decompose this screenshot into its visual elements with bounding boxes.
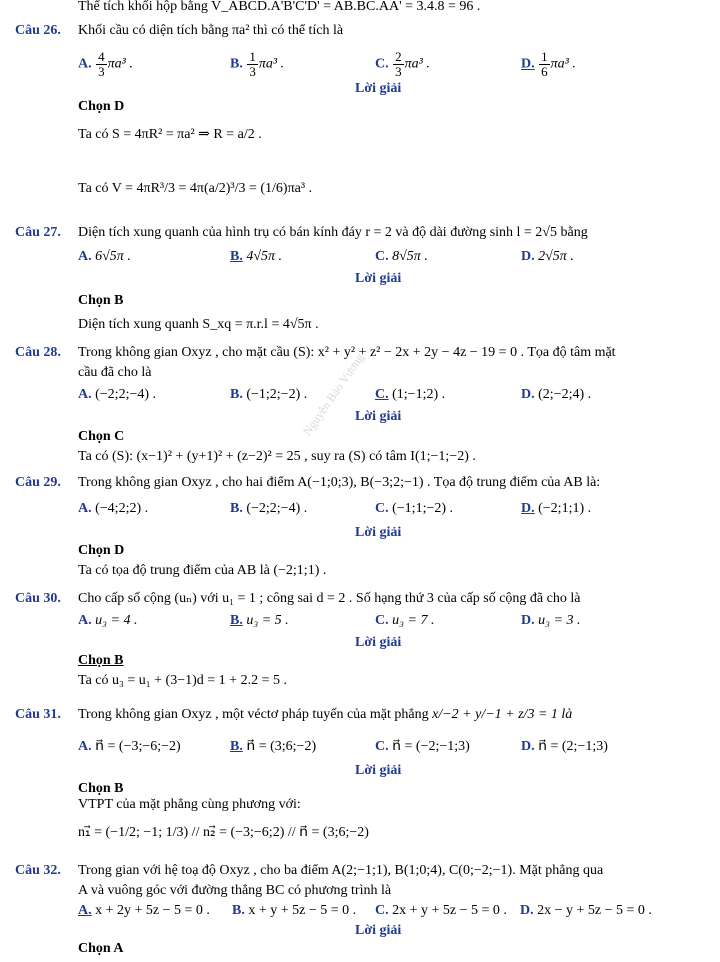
question-number: Câu 31.: [15, 707, 61, 722]
answer-label: Chọn D: [78, 543, 125, 558]
question-text: Trong gian với hệ toạ độ Oxyz , cho ba điểm A(2;−1;1), B(1;0;4), C(0;−2;−1). Mặt phẳng qua: [78, 863, 604, 878]
option-d: D. $\frac{1}{6}$ πa³ .: [521, 49, 576, 79]
option-b: B. (−2;2;−4) .: [230, 501, 308, 516]
option-c: C. n⃗ = (−2;−1;3): [375, 739, 470, 754]
option-a: A. $\frac{4}{3}$ πa³ .: [78, 49, 133, 79]
question-number: Câu 27.: [15, 225, 61, 240]
option-d: D. (−2;1;1) .: [521, 501, 592, 516]
option-b: B. (−1;2;−2) .: [230, 387, 308, 402]
question-text: Trong không gian Oxyz , cho hai điểm A(−1;0;3), B(−3;2;−1) . Tọa độ trung điểm của AB là:: [78, 475, 601, 490]
option-a: A. u₃ = 4 .: [78, 613, 138, 628]
question-number: Câu 32.: [15, 863, 61, 878]
solution-heading: Lời giải: [355, 271, 402, 286]
option-a: A. 6√5π .: [78, 249, 131, 264]
question-text: Khối cầu có diện tích bằng πa² thì có thể tích là: [78, 23, 344, 38]
option-c: C. 8√5π .: [375, 249, 428, 264]
question-number: Câu 28.: [15, 345, 61, 360]
option-d: D. 2x − y + 5z − 5 = 0 .: [520, 903, 652, 918]
question-text: Diện tích xung quanh của hình trụ có bán kính đáy r = 2 và độ dài đường sinh l = 2√5 bằng: [78, 225, 588, 240]
option-b: B. $\frac{1}{3}$ πa³ .: [230, 49, 285, 79]
solution-line: Ta có tọa độ trung điểm của AB là (−2;1;1) .: [78, 563, 327, 578]
solution-line: Ta có S = 4πR² = πa² ⇒ R = a/2 .: [78, 127, 262, 142]
solution-heading: Lời giải: [355, 525, 402, 540]
solution-heading: Lời giải: [355, 409, 402, 424]
solution-line: Ta có u₃ = u₁ + (3−1)d = 1 + 2.2 = 5 .: [78, 673, 287, 688]
option-b: B. 4√5π .: [230, 249, 283, 264]
answer-label: Chọn C: [78, 429, 125, 444]
option-b: B. x + y + 5z − 5 = 0 .: [232, 903, 357, 918]
option-a: A. n⃗ = (−3;−6;−2): [78, 739, 181, 754]
option-c: C. (1;−1;2) .: [375, 387, 446, 402]
question-number: Câu 30.: [15, 591, 61, 606]
solution-line: VTPT của mặt phẳng cùng phương với:: [78, 797, 301, 812]
solution-line: Ta có (S): (x−1)² + (y+1)² + (z−2)² = 25 , suy ra (S) có tâm I(1;−1;−2) .: [78, 449, 476, 464]
solution-line: n₁⃗ = (−1/2; −1; 1/3) // n₂⃗ = (−3;−6;2) // n⃗ = (3;6;−2): [78, 825, 369, 840]
solution-heading: Lời giải: [355, 635, 402, 650]
option-d: D. (2;−2;4) .: [521, 387, 592, 402]
option-d: D. 2√5π .: [521, 249, 574, 264]
solution-line: Ta có V = 4πR³/3 = 4π(a/2)³/3 = (1/6)πa³ .: [78, 181, 313, 196]
answer-label: Chọn B: [78, 653, 124, 668]
question-text: Cho cấp số cộng (uₙ) với u₁ = 1 ; công sai d = 2 . Số hạng thứ 3 của cấp số cộng đã cho là: [78, 591, 581, 606]
top-line: Thể tích khối hộp bằng V_ABCD.A'B'C'D' = AB.BC.AA' = 3.4.8 = 96 .: [78, 0, 481, 14]
question-text: Trong không gian Oxyz , một véctơ pháp tuyến của mặt phẳng x/−2 + y/−1 + z/3 = 1 là: [78, 707, 573, 722]
question-text-cont: A và vuông góc với đường thẳng BC có phương trình là: [78, 883, 392, 898]
question-text-cont: cầu đã cho là: [78, 365, 152, 380]
question-text: Trong không gian Oxyz , cho mặt cầu (S): x² + y² + z² − 2x + 2y − 4z − 19 = 0 . Tọa độ tâm mặt: [78, 345, 616, 360]
answer-label: Chọn A: [78, 941, 124, 956]
option-d: D. u₃ = 3 .: [521, 613, 581, 628]
option-b: B. u₃ = 5 .: [230, 613, 289, 628]
option-c: C. (−1;1;−2) .: [375, 501, 454, 516]
solution-heading: Lời giải: [355, 763, 402, 778]
solution-line: Diện tích xung quanh S_xq = π.r.l = 4√5π .: [78, 317, 319, 332]
option-b: B. n⃗ = (3;6;−2): [230, 739, 317, 754]
option-c: C. $\frac{2}{3}$ πa³ .: [375, 49, 430, 79]
option-a: A. (−2;2;−4) .: [78, 387, 157, 402]
option-c: C. u₃ = 7 .: [375, 613, 435, 628]
option-a: A. x + 2y + 5z − 5 = 0 .: [78, 903, 210, 918]
option-c: C. 2x + y + 5z − 5 = 0 .: [375, 903, 507, 918]
answer-label: Chọn B: [78, 293, 124, 308]
answer-label: Chọn D: [78, 99, 125, 114]
watermark: Nguyễn Bảo Vương: [300, 350, 367, 439]
option-d: D. n⃗ = (2;−1;3): [521, 739, 608, 754]
option-a: A. (−4;2;2) .: [78, 501, 149, 516]
question-number: Câu 29.: [15, 475, 61, 490]
solution-heading: Lời giải: [355, 923, 402, 938]
solution-heading: Lời giải: [355, 81, 402, 96]
answer-label: Chọn B: [78, 781, 124, 796]
question-number: Câu 26.: [15, 23, 61, 38]
